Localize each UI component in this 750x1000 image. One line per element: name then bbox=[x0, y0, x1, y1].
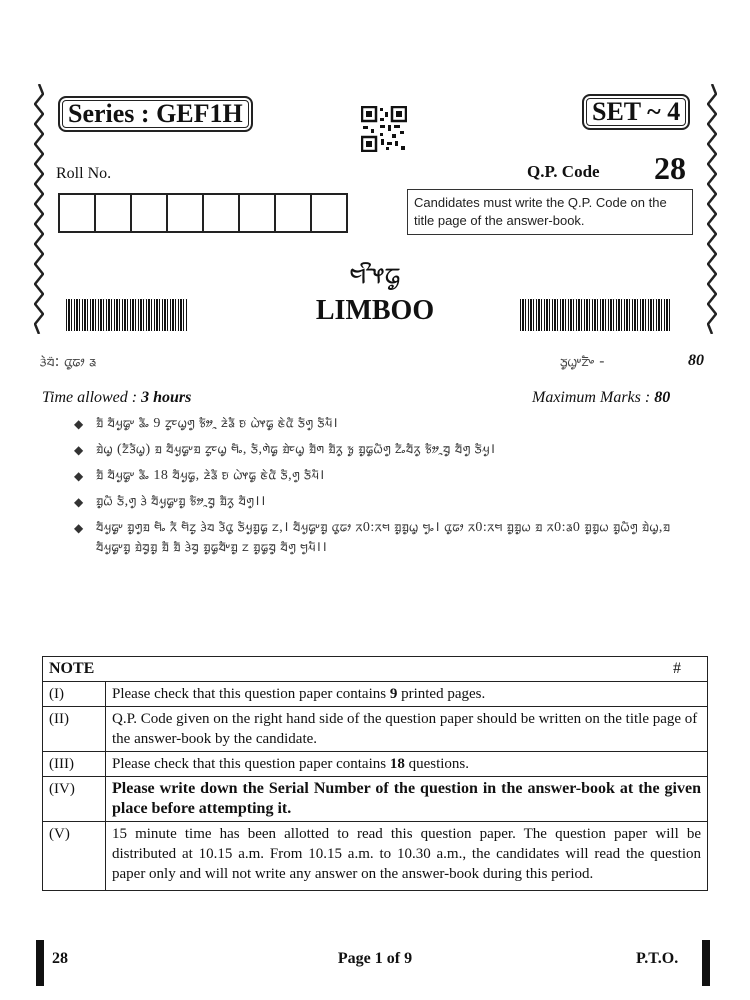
note-row bbox=[43, 752, 708, 777]
note-row bbox=[43, 682, 708, 707]
max-marks-label: Maximum Marks : bbox=[532, 389, 655, 406]
instruction-item bbox=[74, 440, 674, 460]
roll-digit-box[interactable] bbox=[312, 195, 346, 231]
note-table bbox=[42, 656, 708, 891]
roll-digit-box[interactable] bbox=[240, 195, 276, 231]
script-title: ᤗᤡᤶᤒᤢ bbox=[349, 256, 401, 291]
time-allowed-value: 3 hours bbox=[141, 389, 192, 406]
qr-code-icon bbox=[361, 106, 407, 157]
footer-page-number: Page 1 of 9 bbox=[337, 950, 413, 967]
instructions-list bbox=[74, 414, 674, 558]
max-marks bbox=[532, 389, 670, 407]
roll-digit-box[interactable] bbox=[276, 195, 312, 231]
barcode-right bbox=[520, 299, 672, 331]
set-label: SET ~ 4 bbox=[582, 94, 690, 130]
diamond-bullet-icon: ◆ bbox=[74, 521, 84, 535]
diamond-bullet-icon: ◆ bbox=[74, 469, 84, 483]
roll-no-boxes[interactable] bbox=[58, 193, 348, 233]
note-row-text: Please write down the Serial Number of the question in the answer-book at the given place before attempting it. bbox=[106, 777, 708, 822]
instruction-item bbox=[74, 414, 674, 434]
roll-no-label: Roll No. bbox=[56, 165, 112, 182]
roll-digit-box[interactable] bbox=[96, 195, 132, 231]
max-marks-value: 80 bbox=[654, 389, 671, 406]
note-header-row bbox=[43, 657, 708, 682]
roll-digit-box[interactable] bbox=[168, 195, 204, 231]
marks-script-label: ᤍᤢᤐᤢᤸᤁᤠᤴ - bbox=[560, 352, 605, 370]
instruction-item bbox=[74, 518, 674, 558]
instruction-text: ᤔᤠᤘᤢᤒᤢᤸ ᤀᤢᤛᤢᤀ ᤗᤠᤱ ᤖᤠ ᤗᤠᤁᤢ ᤋᤧᤔ ᤋᤠᤂᤢ ᤍᤠᤘᤢᤀᤢᤒᤢ ᤁ,। ᤔᤠᤘᤢᤒᤢᤸᤀᤢ ᤂᤢᤒᤣ ᤖ0:ᤖᤗ ᤀᤢᤀᤢᤐᤢ ᤗᤢᤱ। ᤂᤢᤒᤣ ᤖ0:ᤖᤗ ᤀᤢᤀᤢᤐ ᤀ ᤖ0:ᤕ0 ᤀᤢᤀᤢᤐ ᤀᤢᤐᤠᤛᤢ ᤀᤧᤐᤢ,ᤀ ᤔᤠᤘᤢᤒᤢᤸᤀᤢ ᤀᤧᤔᤢᤀᤢ ᤀᤠ ᤀᤠ ᤋᤧᤔᤢ ᤀᤢᤒᤢᤔᤠᤸᤀᤢ ᤁ ᤀᤢᤒᤢᤔᤢ ᤔᤠᤛᤢ ᤗᤢᤘᤠ।। bbox=[96, 520, 671, 555]
footer-right-bar bbox=[702, 940, 710, 986]
note-row bbox=[43, 822, 708, 891]
diamond-bullet-icon: ◆ bbox=[74, 443, 84, 457]
english-title: LIMBOO bbox=[315, 295, 435, 326]
time-allowed-label: Time allowed : bbox=[42, 389, 142, 406]
instruction-text: ᤀᤠ ᤔᤠᤘᤢᤒᤢᤸ ᤕᤠᤱ 18 ᤔᤠᤘᤢᤒᤢ, ᤏᤧᤕᤠ ᤎ ᤐᤧᤶᤒᤢ ᤇᤧᤂᤠ ᤍᤠ,ᤛᤢ ᤍᤠᤘᤠ। bbox=[96, 468, 325, 483]
instruction-item bbox=[74, 492, 674, 512]
instruction-item bbox=[74, 466, 674, 486]
qp-code-label: Q.P. Code bbox=[527, 162, 600, 181]
note-row-text: Q.P. Code given on the right hand side of the question paper should be written on the title page of the answer-book by the candidate. bbox=[106, 707, 708, 752]
duration-script-label: ᤋᤧᤔ᤺: ᤂᤢᤒᤣ ᤕ bbox=[40, 352, 97, 370]
footer-pto: P.T.O. bbox=[636, 950, 679, 967]
time-allowed bbox=[42, 389, 191, 407]
marks-script-value: 80 bbox=[688, 352, 704, 369]
roll-digit-box[interactable] bbox=[204, 195, 240, 231]
note-row bbox=[43, 777, 708, 822]
note-row bbox=[43, 707, 708, 752]
note-heading: NOTE bbox=[49, 660, 95, 677]
note-row-number: (III) bbox=[43, 752, 106, 777]
roll-digit-box[interactable] bbox=[132, 195, 168, 231]
qp-code-value: 28 bbox=[654, 150, 686, 186]
note-row-number: (IV) bbox=[43, 777, 106, 822]
note-row-number: (V) bbox=[43, 822, 106, 891]
instruction-text: ᤀᤢᤐᤠ ᤍᤠ,ᤛᤢ ᤋᤧ ᤔᤠᤘᤢᤒᤢᤸᤀᤢ ᤃᤦᤳᤔᤢ ᤀᤠᤖᤢ ᤔᤠᤛᤢ।। bbox=[96, 494, 266, 509]
footer-qp-code: 28 bbox=[52, 950, 68, 967]
note-row-text: Please check that this question paper contains 9 printed pages. bbox=[106, 682, 708, 707]
instruction-text: ᤀᤠ ᤔᤠᤘᤢᤒᤢᤸ ᤕᤠᤱ 9 ᤁᤢᤰᤐᤢᤛᤢ ᤃᤦᤳ ᤏᤧᤕᤠ ᤎ ᤐᤧᤶᤒᤢ ᤇᤧᤂᤠ ᤍᤠᤛᤢ ᤍᤠᤘᤠ। bbox=[96, 416, 339, 431]
diamond-bullet-icon: ◆ bbox=[74, 495, 84, 509]
note-hash: # bbox=[673, 660, 681, 677]
note-row-text: Please check that this question paper contains 18 questions. bbox=[106, 752, 708, 777]
note-row-text: 15 minute time has been allotted to read this question paper. The question paper will be distributed at 10.15 a.m. From 10.15 a.m. to 10.30 a.m., the candidates will read the question paper only and will not write any answer on the answer-book during this period. bbox=[106, 822, 708, 891]
note-row-number: (I) bbox=[43, 682, 106, 707]
diamond-bullet-icon: ◆ bbox=[74, 417, 84, 431]
roll-digit-box[interactable] bbox=[60, 195, 96, 231]
note-row-number: (II) bbox=[43, 707, 106, 752]
candidates-notice: Candidates must write the Q.P. Code on the title page of the answer-book. bbox=[407, 189, 693, 235]
instruction-text: ᤀᤧᤐᤢ (ᤁᤠᤋᤠᤐᤢ) ᤀ ᤔᤠᤘᤢᤒᤢᤸᤀ ᤁᤢᤰᤐᤢ ᤗᤠᤱ, ᤍᤠ,ᤛᤧᤒᤢ ᤀᤧᤰᤐᤢ ᤀᤠᤛ ᤀᤠᤖᤢ ᤃᤢ ᤀᤢᤒᤢᤐᤠᤛᤢ ᤁᤠᤱᤔᤠᤖᤢ ᤃᤦᤳᤔᤢ ᤔᤠᤛᤢ ᤍᤠᤘᤢ। bbox=[96, 442, 496, 457]
series-label: Series : GEF1H bbox=[58, 96, 253, 132]
